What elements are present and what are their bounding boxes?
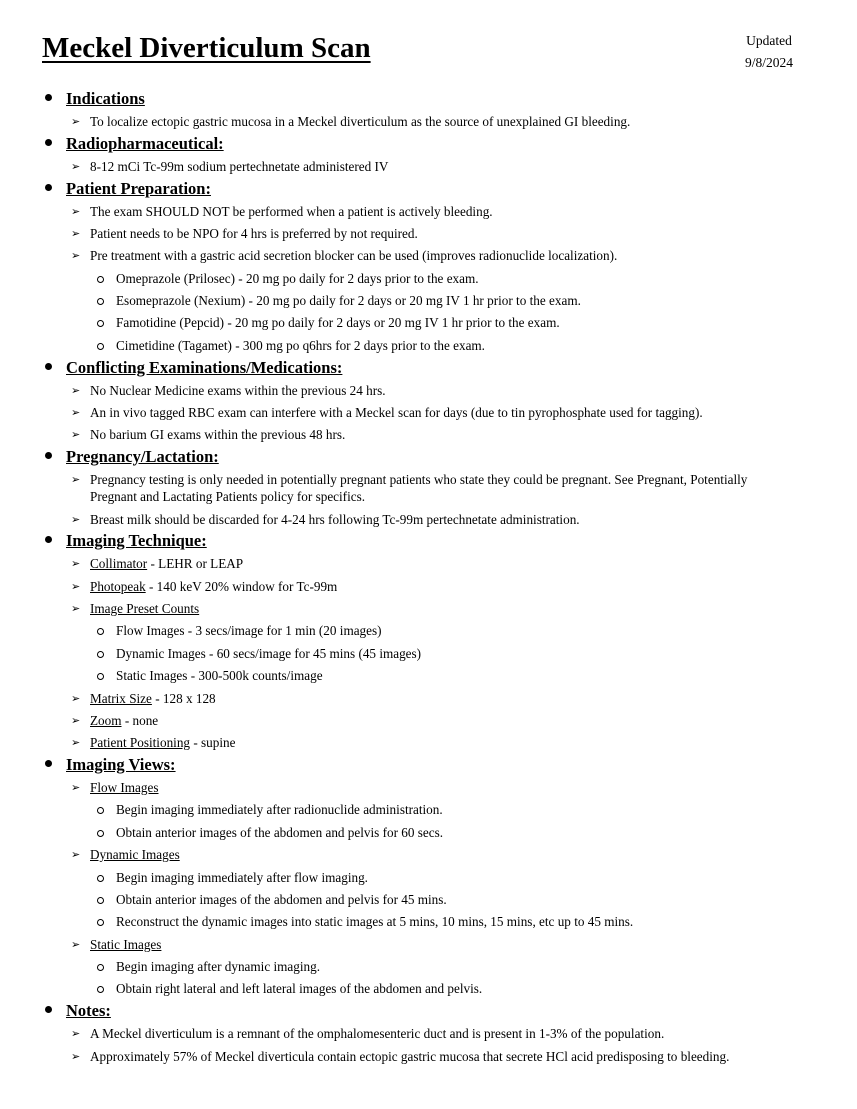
section-heading-label: Indications [66,89,145,108]
list-item [0,155,857,177]
arrow-bullet-icon: ➢ [71,428,81,442]
list-item [0,553,857,575]
item-text: Breast milk should be discarded for 4-24 hrs following Tc-99m pertechnetate administration. [90,511,580,527]
section-heading-label: Imaging Views: [66,754,176,774]
list-item [0,200,857,222]
arrow-bullet-icon: ➢ [71,781,81,795]
bullet-icon [45,1006,52,1013]
sub-item-text: Dynamic Images - 60 secs/image for 45 mins (45 images) [116,645,422,661]
section-heading [0,178,857,200]
circle-bullet-icon [97,298,104,305]
item-text: 8-12 mCi Tc-99m sodium pertechnetate administered IV [90,158,389,174]
list-item [0,424,857,446]
list-item [0,597,857,619]
list-item [0,379,857,401]
section-heading-label: Radiopharmaceutical: [66,133,224,153]
page-title: Meckel Diverticulum Scan [42,32,371,64]
circle-bullet-icon [97,276,104,283]
bullet-icon [45,760,52,767]
sub-item-text: Static Images - 300-500k counts/image [116,668,323,684]
bullet-icon [45,452,52,459]
sub-item-text: Obtain anterior images of the abdomen and pelvis for 60 secs. [116,824,444,840]
item-text: To localize ectopic gastric mucosa in a Meckel diverticulum as the source of unexplained GI bleeding. [90,114,631,130]
arrow-bullet-icon: ➢ [71,204,81,218]
bullet-icon [45,184,52,191]
section-heading [0,133,857,155]
sub-item-text: Esomeprazole (Nexium) - 20 mg po daily for 2 days or 20 mg IV 1 hr prior to the exam. [116,293,581,309]
sub-list-item [0,664,857,686]
sub-list-item [0,289,857,311]
item-term: Patient Positioning [90,735,191,751]
arrow-bullet-icon: ➢ [71,383,81,397]
item-term: Photopeak [90,578,146,594]
section-heading [0,1000,857,1022]
sub-item-text: Omeprazole (Prilosec) - 20 mg po daily for 2 days prior to the exam. [116,270,479,286]
sub-list-item [0,799,857,821]
arrow-bullet-icon: ➢ [71,115,81,129]
sub-list-item [0,821,857,843]
list-item [0,245,857,267]
arrow-bullet-icon: ➢ [71,713,81,727]
arrow-bullet-icon: ➢ [71,159,81,173]
sub-item-text: Begin imaging after dynamic imaging. [116,959,320,975]
sub-list-item [0,888,857,910]
list-item [0,776,857,798]
list-item [0,1045,857,1067]
arrow-bullet-icon: ➢ [71,691,81,705]
arrow-bullet-icon: ➢ [71,1027,81,1041]
list-item [0,401,857,423]
bullet-icon [45,363,52,370]
item-text: No barium GI exams within the previous 48 hrs. [90,427,346,443]
bullet-icon [45,139,52,146]
arrow-bullet-icon: ➢ [71,579,81,593]
item-text: - LEHR or LEAP [147,556,244,572]
item-term: Image Preset Counts [90,601,200,617]
item-term: Collimator [90,556,148,572]
list-item [0,1023,857,1045]
item-text: Approximately 57% of Meckel diverticula contain ectopic gastric mucosa that secrete HCl acid predisposing to bleeding. [90,1048,730,1064]
section-heading [0,446,857,468]
sub-list-item [0,911,857,933]
item-text: - 140 keV 20% window for Tc-99m [145,578,338,594]
section-heading [0,88,857,110]
bullet-icon [45,536,52,543]
list-item [0,843,857,865]
list-item [0,468,857,507]
list-item [0,687,857,709]
sub-item-text: Obtain anterior images of the abdomen and pelvis for 45 mins. [116,891,447,907]
updated-stamp [745,30,793,74]
sub-list-item [0,620,857,642]
list-item [0,110,857,132]
section-heading [0,530,857,552]
list-item [0,732,857,754]
section-heading-label: Conflicting Examinations/Medications: [66,357,343,377]
section-heading-label: Patient Preparation: [66,178,211,198]
sub-item-text: Begin imaging immediately after flow imaging. [116,869,368,885]
circle-bullet-icon [97,986,104,993]
circle-bullet-icon [97,673,104,680]
item-term: Flow Images [90,780,159,796]
item-text: Patient needs to be NPO for 4 hrs is preferred by not required. [90,225,418,241]
section-heading [0,754,857,776]
item-text: A Meckel diverticulum is a remnant of the omphalomesenteric duct and is present in 1-3% of the population. [90,1026,665,1042]
circle-bullet-icon [97,807,104,814]
sub-item-text: Flow Images - 3 secs/image for 1 min (20 images) [116,623,382,639]
item-term: Matrix Size [90,690,152,706]
list-item [0,575,857,597]
arrow-bullet-icon: ➢ [71,937,81,951]
sub-item-text: Obtain right lateral and left lateral images of the abdomen and pelvis. [116,981,483,997]
sub-list-item [0,866,857,888]
circle-bullet-icon [97,343,104,350]
arrow-bullet-icon: ➢ [71,557,81,571]
circle-bullet-icon [97,320,104,327]
item-text: An in vivo tagged RBC exam can interfere with a Meckel scan for days (due to tin pyrophosphate used for tagging). [90,405,703,420]
sub-list-item [0,267,857,289]
circle-bullet-icon [97,651,104,658]
document-body [0,88,857,1067]
sub-item-text: Begin imaging immediately after radionuclide administration. [116,802,443,818]
list-item [0,508,857,530]
list-item [0,222,857,244]
arrow-bullet-icon: ➢ [71,406,81,419]
arrow-bullet-icon: ➢ [71,848,81,862]
bullet-icon [45,94,52,101]
arrow-bullet-icon: ➢ [71,249,81,263]
item-text: - none [121,712,159,728]
item-term: Dynamic Images [90,847,180,863]
sub-item-text: Reconstruct the dynamic images into static images at 5 mins, 10 mins, 15 mins, etc up to 45 mins. [116,914,634,930]
section-heading-label: Pregnancy/Lactation: [66,447,219,467]
item-term: Zoom [90,712,122,728]
item-text: No Nuclear Medicine exams within the previous 24 hrs. [90,382,386,398]
item-text: Pre treatment with a gastric acid secretion blocker can be used (improves radionuclide localization). [90,248,618,264]
arrow-bullet-icon: ➢ [71,1049,81,1063]
updated-date: 9/8/2024 [744,55,793,70]
sub-item-text: Famotidine (Pepcid) - 20 mg po daily for 2 days or 20 mg IV 1 hr prior to the exam. [116,315,560,331]
sub-list-item [0,312,857,334]
item-text: Pregnancy testing is only needed in potentially pregnant patients who state they could be pregnant. See Pregnant, Potentially Pregnant and Lactating Patients policy for specifics. [90,472,748,505]
sub-list-item [0,978,857,1000]
section-heading [0,357,857,379]
arrow-bullet-icon: ➢ [71,473,81,487]
arrow-bullet-icon: ➢ [71,226,81,240]
circle-bullet-icon [97,897,104,904]
updated-label: Updated [746,33,792,48]
section-heading-label: Imaging Technique: [66,531,207,551]
arrow-bullet-icon: ➢ [71,512,81,526]
item-term: Static Images [90,936,162,952]
circle-bullet-icon [97,875,104,882]
item-text: - 128 x 128 [151,690,216,706]
list-item [0,933,857,955]
sub-list-item [0,642,857,664]
arrow-bullet-icon: ➢ [71,736,81,750]
circle-bullet-icon [97,628,104,635]
circle-bullet-icon [97,830,104,837]
list-item [0,709,857,731]
item-text: The exam SHOULD NOT be performed when a patient is actively bleeding. [90,203,493,219]
circle-bullet-icon [97,919,104,926]
section-heading-label: Notes: [66,1001,111,1021]
sub-list-item [0,334,857,356]
circle-bullet-icon [97,964,104,971]
sub-item-text: Cimetidine (Tagamet) - 300 mg po q6hrs for 2 days prior to the exam. [116,337,485,353]
arrow-bullet-icon: ➢ [71,602,81,616]
item-text: - supine [190,735,236,751]
sub-list-item [0,955,857,977]
